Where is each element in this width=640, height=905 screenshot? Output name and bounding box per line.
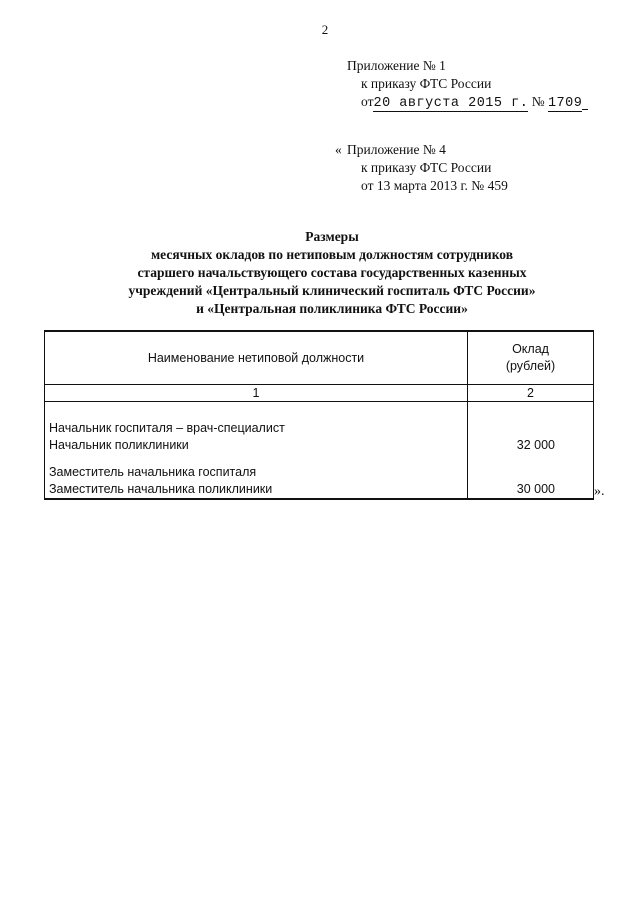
date-prefix: от (361, 94, 374, 109)
appendix-current-date-line (347, 93, 588, 112)
header-position: Наименование нетиповой должности (45, 331, 468, 385)
page-number: 2 (321, 22, 329, 37)
appendix-current-block (347, 57, 588, 112)
handwritten-date: 20 августа 2015 г. (373, 96, 529, 111)
number-prefix: № (531, 94, 545, 109)
appendix-current-title: Приложение № 1 (347, 58, 446, 73)
salary-table-wrapper (44, 330, 594, 500)
title-line-1: Размеры (305, 229, 359, 244)
position-line: Начальник поликлиники (49, 438, 189, 452)
title-line-2: месячных окладов по нетиповым должностям сотрудников (150, 247, 514, 262)
header-salary-line1: Оклад (512, 342, 549, 356)
table-row (45, 402, 594, 455)
position-line: Заместитель начальника госпиталя (49, 465, 257, 479)
document-title (0, 228, 640, 318)
appendix-original-order: к приказу ФТС России (361, 160, 492, 175)
position-line: Заместитель начальника поликлиники (49, 482, 273, 496)
table-header-row (45, 331, 594, 385)
position-cell (45, 402, 468, 455)
closing-quote: ». (594, 484, 605, 499)
position-cell (45, 454, 468, 499)
position-line: Начальник госпиталя – врач-специалист (49, 421, 285, 435)
header-salary-line2: (рублей) (505, 359, 556, 373)
appendix-original-block (335, 141, 508, 195)
header-salary (468, 331, 594, 385)
column-number-row (45, 385, 594, 402)
handwritten-order-number: 1709 (547, 96, 583, 111)
salary-cell: 32 000 (468, 402, 594, 455)
appendix-current-order: к приказу ФТС России (361, 76, 492, 91)
column-number-2: 2 (468, 385, 594, 402)
appendix-original-date: от 13 марта 2013 г. № 459 (361, 178, 508, 193)
column-number-1: 1 (45, 385, 468, 402)
appendix-original-title: Приложение № 4 (347, 142, 446, 157)
salary-table (44, 330, 594, 500)
title-line-3: старшего начальствующего состава государственных казенных (137, 265, 527, 280)
title-line-5: и «Центральная поликлиника ФТС России» (196, 301, 468, 316)
table-row (45, 454, 594, 499)
open-quote: « (335, 142, 342, 157)
salary-cell: 30 000 (468, 454, 594, 499)
title-line-4: учреждений «Центральный клинический госпиталь ФТС России» (128, 283, 536, 298)
